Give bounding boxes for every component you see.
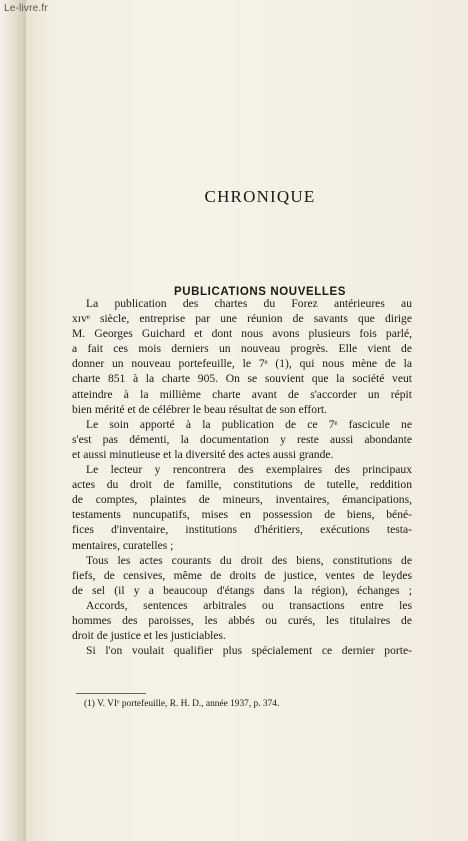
text-line: actes du droit de famille, constitutions de tutelle, reddition <box>72 478 412 492</box>
text-line: Accords, sentences arbitrales ou transactions entre les <box>86 598 412 612</box>
text-line: a fait ces mois derniers un nouveau progrès. Elle vient de <box>72 342 412 356</box>
text-line: atteindre à la millième charte avant de s'accorder un répit <box>72 387 412 401</box>
footnote-rule <box>76 693 146 694</box>
text-line: et aussi minutieuse et la diversité des actes aussi grande. <box>72 447 334 461</box>
text-line: droit de justice et les justiciables. <box>72 629 226 643</box>
text-line: Si l'on voulait qualifier plus spécialement ce dernier porte- <box>86 644 412 658</box>
text-line: La publication des chartes du Forez antérieures au <box>86 297 412 310</box>
text-line: Le soin apporté à la publication de ce 7ᵉ fascicule ne <box>86 417 412 431</box>
text-line: xɪvᵉ siècle, entreprise par une réunion de savants que dirige <box>72 312 412 326</box>
text-line: fices d'inventaire, institutions d'héritiers, exécutions testa- <box>72 523 412 537</box>
text-line: M. Georges Guichard et dont nous avons plusieurs fois parlé, <box>72 327 412 341</box>
text-line: bien mérité et de célébrer le beau résultat de son effort. <box>72 402 328 416</box>
section-heading: PUBLICATIONS NOUVELLES <box>173 285 347 298</box>
text-line: hommes des paroisses, les abbés ou curés, les titulaires de <box>72 613 412 627</box>
text-line: de sel (il y a beaucoup d'étangs dans la région), échanges ; <box>72 583 412 597</box>
text-line: Le lecteur y rencontrera des exemplaires des principaux <box>86 463 412 477</box>
footnote: (1) V. VIᵉ portefeuille, R. H. D., année 1937, p. 374. <box>84 699 280 709</box>
text-line: fiefs, de censives, même de droits de justice, ventes de leydes <box>72 568 412 582</box>
page-title: CHRONIQUE <box>204 187 316 207</box>
text-line: donner un nouveau portefeuille, le 7ᵉ (1), qui nous mène de la <box>72 357 412 371</box>
watermark: Le-livre.fr <box>4 3 48 14</box>
body-text <box>72 296 412 658</box>
text-line: testaments nuncupatifs, mises en possession de biens, béné- <box>72 508 412 522</box>
text-line: Tous les actes courants du droit des biens, constitutions de <box>86 553 412 567</box>
text-line: mentaires, curatelles ; <box>72 538 174 552</box>
text-line: charte 851 à la charte 905. On se souvient que la société veut <box>72 372 412 386</box>
text-line: s'est pas démenti, la documentation y reste aussi abondante <box>72 432 412 446</box>
text-line: de comptes, plaintes de mineurs, inventaires, émancipations, <box>72 493 412 507</box>
